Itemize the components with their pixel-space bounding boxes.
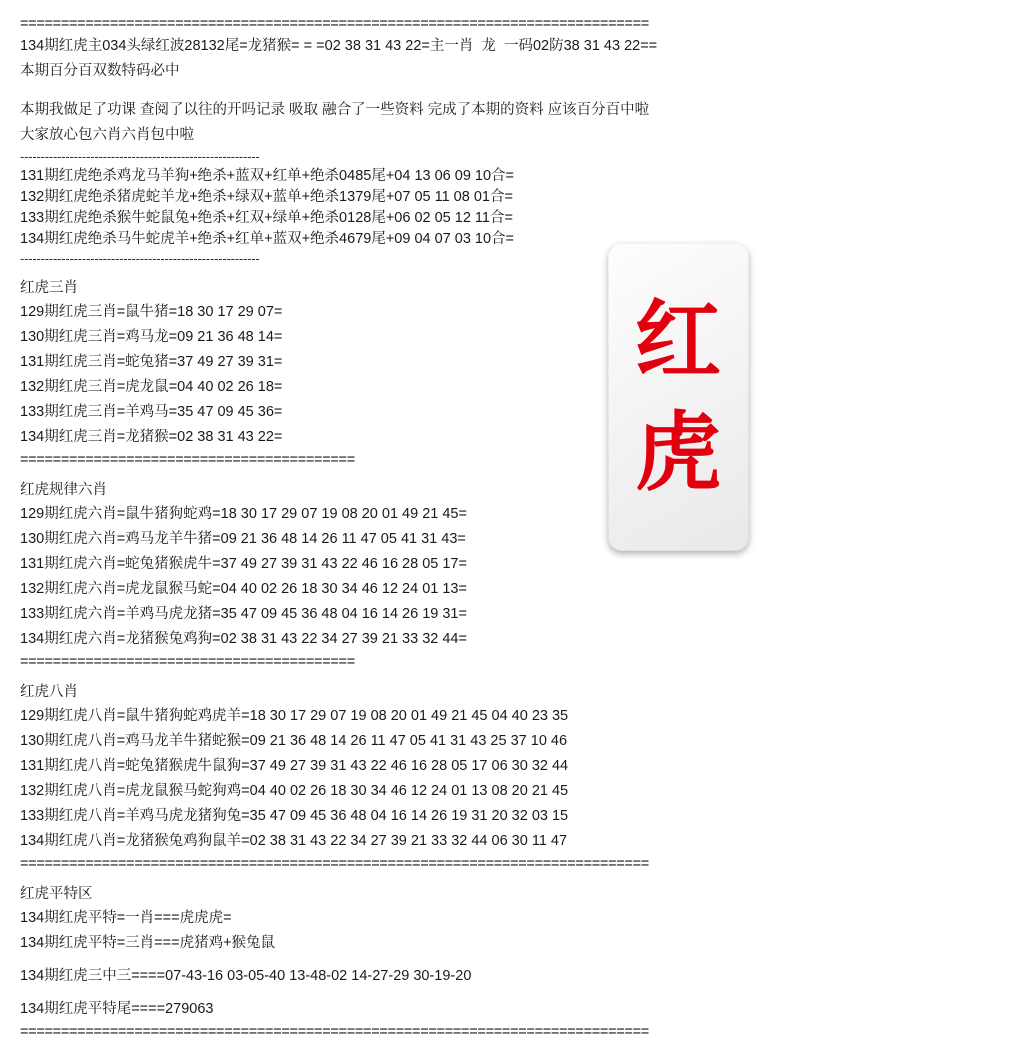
three-line: 133期红虎三肖=羊鸡马=35 47 09 45 36= (20, 404, 283, 420)
flat-line: 134期红虎平特=一肖===虎虎虎= (20, 910, 232, 926)
separator-mid-2: ========================================= (20, 654, 355, 670)
eight-line: 129期红虎八肖=鼠牛猪狗蛇鸡虎羊=18 30 17 29 07 19 08 20 01 49 21 45 04 40 23 35 (20, 708, 569, 724)
six-line: 132期红虎六肖=虎龙鼠猴马蛇=04 40 02 26 18 30 34 46 12 24 01 13= (20, 581, 467, 597)
three-line: 130期红虎三肖=鸡马龙=09 21 36 48 14= (20, 329, 283, 345)
section-three-lines (20, 300, 1005, 450)
header-line-2: 本期百分百双数特码必中 (20, 63, 180, 79)
eight-line: 132期红虎八肖=虎龙鼠猴马蛇狗鸡=04 40 02 26 18 30 34 46 12 24 01 13 08 20 21 45 (20, 783, 569, 799)
spacer (20, 84, 1005, 98)
brand-logo-card (608, 243, 749, 551)
three-line: 131期红虎三肖=蛇兔猪=37 49 27 39 31= (20, 354, 283, 370)
section-title-eight: 红虎八肖 (20, 684, 78, 700)
three-line: 132期红虎三肖=虎龙鼠=04 40 02 26 18= (20, 379, 283, 395)
spacer (20, 956, 1005, 964)
six-line: 134期红虎六肖=龙猪猴兔鸡狗=02 38 31 43 22 34 27 39 21 33 32 44= (20, 631, 467, 647)
eight-line: 131期红虎八肖=蛇兔猪猴虎牛鼠狗=37 49 27 39 31 43 22 46 16 28 05 17 06 30 32 44 (20, 758, 569, 774)
logo-char-bottom: 虎 (635, 403, 722, 503)
kill-lines-block (20, 166, 1005, 250)
six-line: 129期红虎六肖=鼠牛猪狗蛇鸡=18 30 17 29 07 19 08 20 01 49 21 45= (20, 506, 467, 522)
spacer (20, 989, 1005, 997)
flat-line: 134期红虎平特尾====279063 (20, 1001, 214, 1017)
section-six-lines (20, 502, 1005, 652)
eight-line: 133期红虎八肖=羊鸡马虎龙猪狗兔=35 47 09 45 36 48 04 16 14 26 19 31 20 32 03 15 (20, 808, 569, 824)
separator-top: ============================================================================= (20, 16, 649, 32)
section-title-three: 红虎三肖 (20, 280, 78, 296)
kill-line: 133期红虎绝杀猴牛蛇鼠兔+绝杀+红双+绿单+绝杀0128尾+06 02 05 12 11合= (20, 210, 513, 226)
separator-bottom: ============================================================================= (20, 1024, 649, 1040)
spacer (20, 470, 1005, 478)
separator-mid-1: ========================================= (20, 452, 355, 468)
eight-line: 130期红虎八肖=鸡马龙羊牛猪蛇猴=09 21 36 48 14 26 11 47 05 41 31 43 25 37 10 46 (20, 733, 568, 749)
six-line: 131期红虎六肖=蛇兔猪猴虎牛=37 49 27 39 31 43 22 46 16 28 05 17= (20, 556, 467, 572)
three-line: 129期红虎三肖=鼠牛猪=18 30 17 29 07= (20, 304, 283, 320)
section-title-flat: 红虎平特区 (20, 886, 93, 902)
kill-line: 131期红虎绝杀鸡龙马羊狗+绝杀+蓝双+红单+绝杀0485尾+04 13 06 09 10合= (20, 168, 515, 184)
six-line: 130期红虎六肖=鸡马龙羊牛猪=09 21 36 48 14 26 11 47 05 41 31 43= (20, 531, 466, 547)
spacer (20, 874, 1005, 882)
intro-line-1: 本期我做足了功课 查阅了以往的开吗记录 吸取 融合了一些资料 完成了本期的资料 应该百分百中啦 (20, 102, 650, 118)
spacer (20, 268, 1005, 276)
dash-separator-1: ---------------------------------------------------------- (20, 149, 260, 164)
header-line: 134期红虎主034头绿红波28132尾=龙猪猴= = =02 38 31 43 22=主一肖 龙 一码02防38 31 43 22== (20, 38, 658, 54)
section-title-six: 红虎规律六肖 (20, 482, 107, 498)
dash-separator-2: ---------------------------------------------------------- (20, 251, 260, 266)
flat-line: 134期红虎三中三====07-43-16 03-05-40 13-48-02 14-27-29 30-19-20 (20, 968, 472, 984)
kill-line: 134期红虎绝杀马牛蛇虎羊+绝杀+红单+蓝双+绝杀4679尾+09 04 07 03 10合= (20, 231, 515, 247)
six-line: 133期红虎六肖=羊鸡马虎龙猪=35 47 09 45 36 48 04 16 14 26 19 31= (20, 606, 467, 622)
flat-line: 134期红虎平特=三肖===虎猪鸡+猴兔鼠 (20, 935, 276, 951)
eight-line: 134期红虎八肖=龙猪猴兔鸡狗鼠羊=02 38 31 43 22 34 27 39 21 33 32 44 06 30 11 47 (20, 833, 568, 849)
spacer (20, 672, 1005, 680)
section-eight-lines (20, 704, 1005, 854)
intro-line-2: 大家放心包六肖六肖包中啦 (20, 127, 194, 143)
separator-mid-3: ============================================================================= (20, 856, 649, 872)
section-flat-lines (20, 906, 1005, 1022)
document-body (20, 14, 1005, 1042)
logo-char-top: 红 (635, 290, 722, 391)
three-line: 134期红虎三肖=龙猪猴=02 38 31 43 22= (20, 429, 283, 445)
kill-line: 132期红虎绝杀猪虎蛇羊龙+绝杀+绿双+蓝单+绝杀1379尾+07 05 11 08 01合= (20, 189, 513, 205)
